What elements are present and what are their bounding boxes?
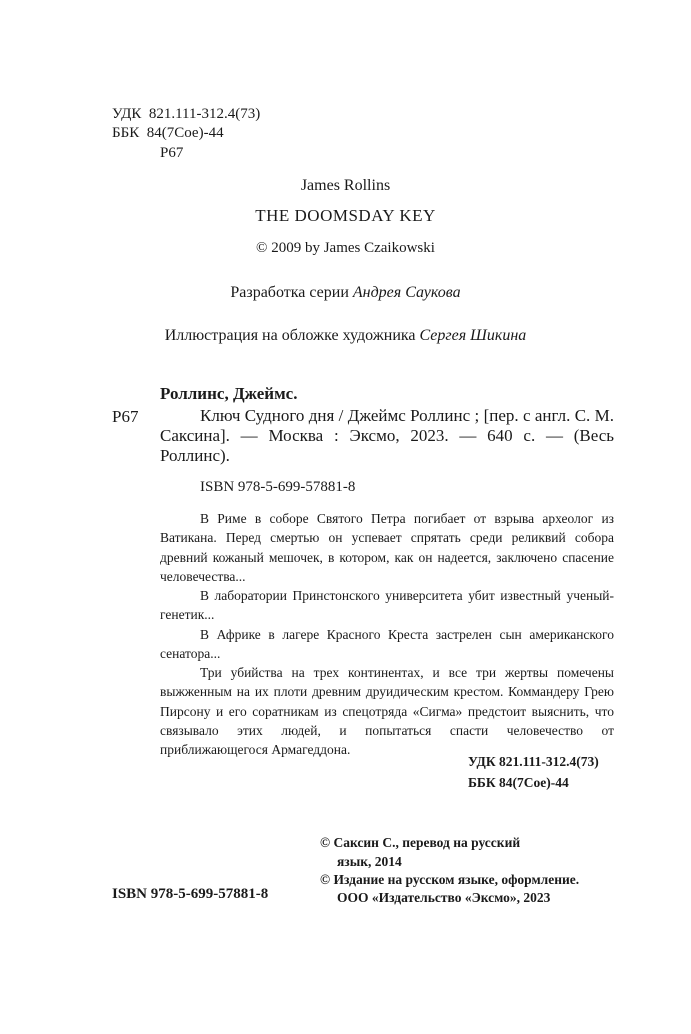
series-credit bbox=[0, 284, 691, 302]
illustration-credit-prefix: Иллюстрация на обложке художника bbox=[164, 327, 420, 344]
udk-classification: УДК 821.111-312.4(73) bbox=[112, 106, 261, 122]
illustration-credit bbox=[0, 327, 691, 345]
bibliographic-code: Р67 bbox=[112, 407, 139, 426]
author-code: Р67 bbox=[160, 145, 184, 161]
copyright-edition-line2: ООО «Издательство «Эксмо», 2023 bbox=[337, 890, 551, 905]
copyright-translation-line2: язык, 2014 bbox=[337, 854, 402, 869]
footer-isbn: ISBN 978-5-699-57881-8 bbox=[112, 886, 269, 902]
bibliographic-isbn: ISBN 978-5-699-57881-8 bbox=[200, 479, 356, 495]
annotation-paragraph: В лаборатории Принстонского университета убит известный ученый-генетик... bbox=[160, 588, 614, 623]
original-copyright: © 2009 by James Czaikowski bbox=[256, 240, 435, 256]
series-designer-name: Андрея Саукова bbox=[352, 284, 461, 301]
bibliographic-description: Ключ Судного дня / Джеймс Роллинс ; [пер. с англ. С. М. Саксина]. — Москва : Эксмо, 2023. — 640 с. — (Весь Роллинс). bbox=[160, 406, 614, 465]
copyright-translation-line1: © Саксин С., перевод на русский bbox=[320, 835, 521, 850]
udk-index: УДК 821.111-312.4(73) bbox=[468, 754, 599, 769]
original-author: James Rollins bbox=[300, 177, 391, 194]
original-title: THE DOOMSDAY KEY bbox=[255, 206, 436, 225]
series-credit-prefix: Разработка серии bbox=[230, 284, 353, 301]
copyright-edition-line1: © Издание на русском языке, оформление. bbox=[320, 872, 580, 887]
illustrator-name: Сергея Шикина bbox=[419, 327, 527, 344]
annotation-paragraph: В Африке в лагере Красного Креста застрелен сын американского сенатора... bbox=[160, 627, 614, 662]
annotation-paragraph: Три убийства на трех континентах, и все три жертвы помечены выжженным на их плоти древним друидическим крестом. Коммандеру Грею Пирсону и его соратникам из спецотряда «Сигма» предстоит выяснить, что связывало этих людей, и попытаться спасти человечество от приближающегося Армагеддона. bbox=[160, 665, 614, 758]
bbk-index: ББК 84(7Сое)-44 bbox=[468, 775, 569, 790]
annotation-paragraph: В Риме в соборе Святого Петра погибает от взрыва археолог из Ватикана. Перед смертью он успевает спрятать среди реликвий собора древний кожаный мешочек, в котором, как он надеется, заключено спасение человечества... bbox=[160, 511, 614, 584]
bbk-classification: ББК 84(7Сое)-44 bbox=[112, 125, 224, 141]
bibliographic-author-heading: Роллинс, Джеймс. bbox=[160, 384, 298, 403]
